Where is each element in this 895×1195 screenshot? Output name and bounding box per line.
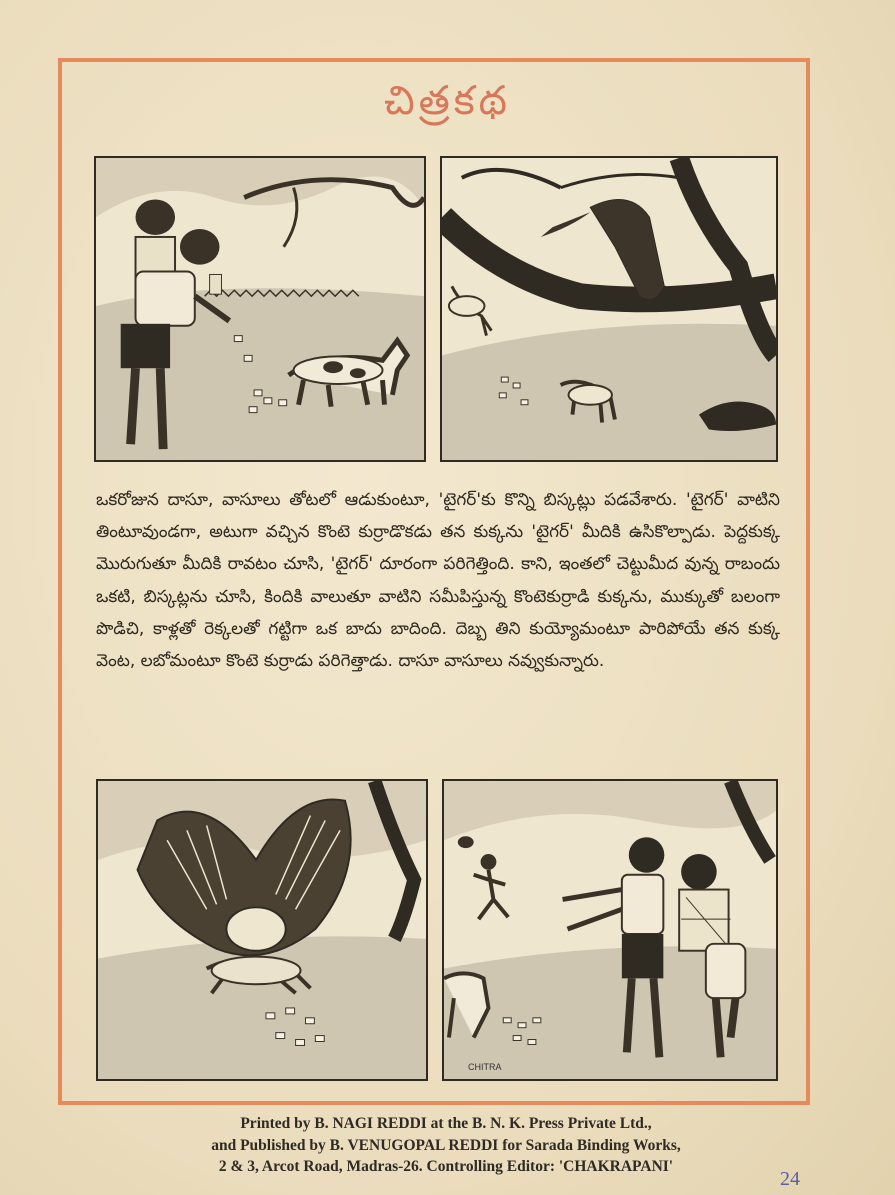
credits-line-3: 2 & 3, Arcot Road, Madras-26. Controlling Editor: 'CHAKRAPANI' bbox=[218, 1158, 674, 1175]
page-title: చిత్రకథ bbox=[384, 78, 511, 124]
credits-line-1: Printed by B. NAGI REDDI at the B. N. K. Press Private Ltd., bbox=[240, 1115, 652, 1132]
credits-line-2: and Published by B. VENUGOPAL REDDI for Sarada Binding Works, bbox=[211, 1136, 681, 1154]
illustration-panel-boys-feeding-dog bbox=[94, 156, 426, 462]
illustration-panel-vulture-attacks-dog bbox=[96, 779, 428, 1081]
story-text: ఒకరోజున దాసూ, వాసూలు తోటలో ఆడుకుంటూ, 'టైగర్'కు కొన్ని బిస్కట్లు పడవేశారు. 'టైగర్' వాటిని తింటూవుండగా, అటుగా వచ్చిన కొంటె కుర్రాడొకడు తన కుక్కను 'టైగర్' మీదికి ఉసికొల్పాడు. పెద్దకుక్క మొరుగుతూ మీదికి రావటం చూసి, 'టైగర్' దూరంగా పరిగెత్తింది. కాని, ఇంతలో చెట్టుమీద వున్న రాబందు ఒకటి, బిస్కట్లను చూసి, కిందికి వాలుతూ వాటిని సమీపిస్తున్న కొంటెకుర్రాడి కుక్కను, ముక్కుతో బలంగా పొడిచి, కాళ్లతో రెక్కలతో గట్టిగా ఒక బాదు బాదింది. దెబ్బ తిని కుయ్యోమంటూ పారిపోయే తన కుక్క వెంట, లబోమంటూ కొంటె కుర్రాడు పరిగెత్తాడు. దాసూ వాసూలు నవ్వుకున్నారు. bbox=[96, 490, 780, 672]
illustration-panel-vulture-on-branch bbox=[440, 156, 778, 462]
artist-signature: CHITRA bbox=[468, 1062, 502, 1072]
illustration-panel-boys-laughing bbox=[442, 779, 778, 1081]
publication-credits bbox=[96, 1113, 796, 1178]
page-number: 24 bbox=[780, 1168, 800, 1190]
